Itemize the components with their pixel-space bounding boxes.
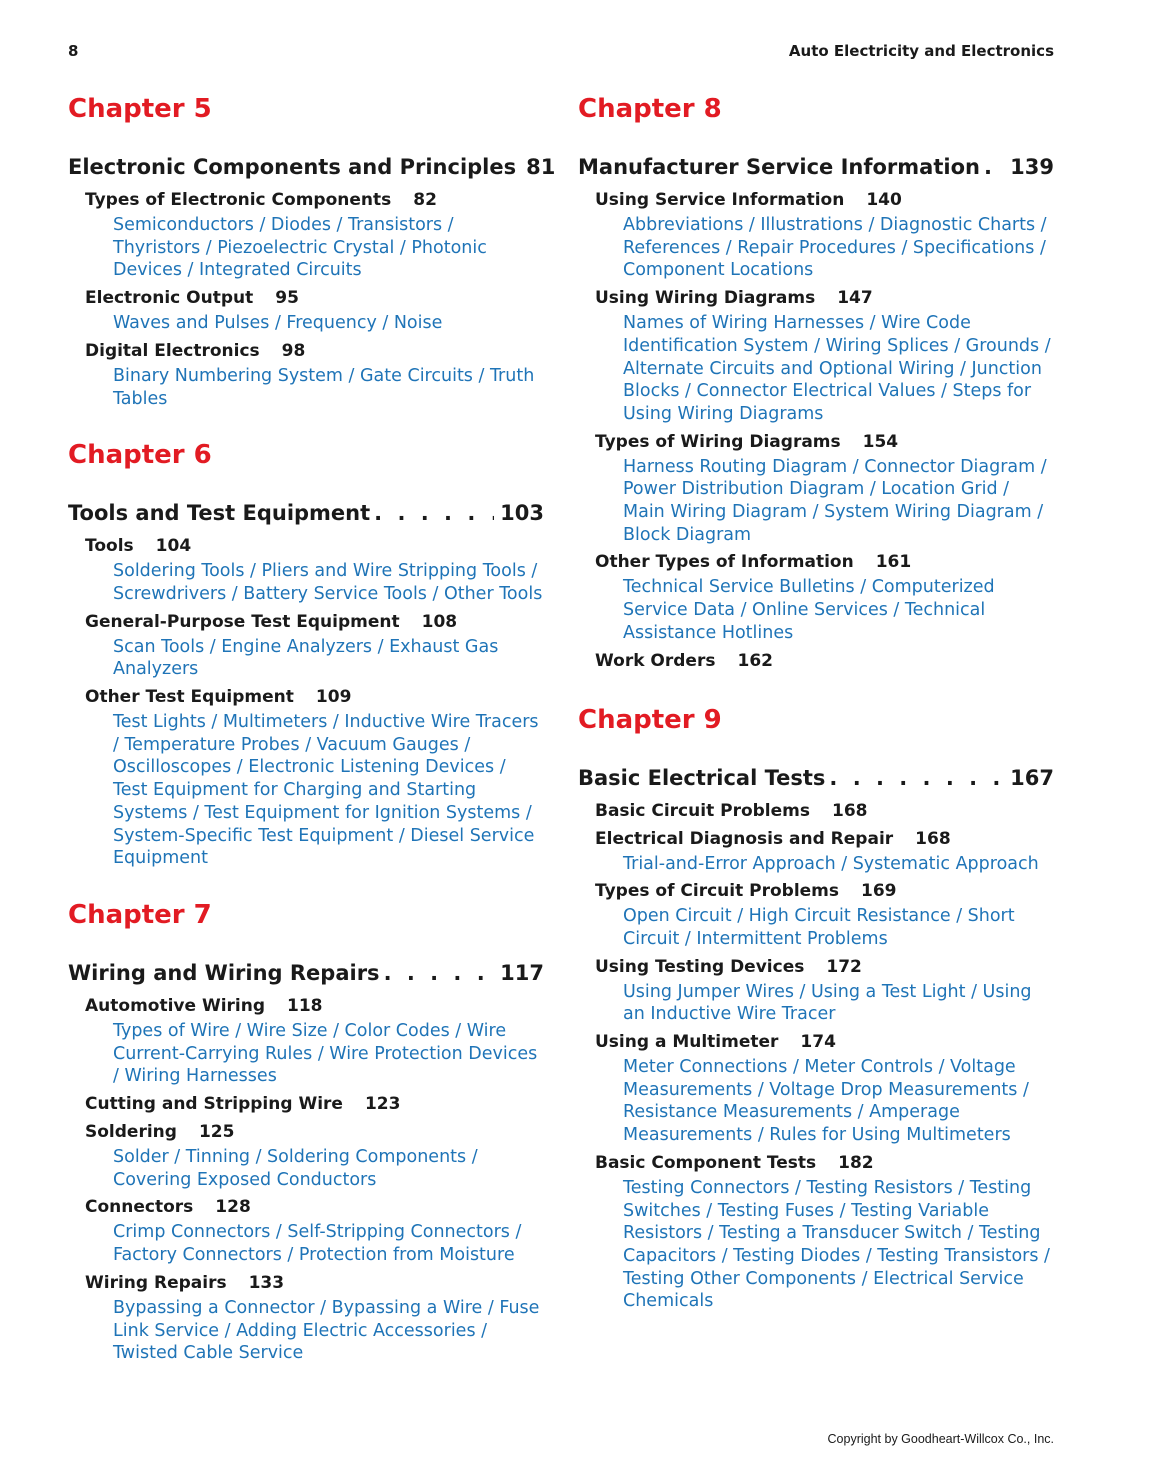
section-title: Using Service Information: [595, 190, 845, 210]
section-topics: Technical Service Bulletins / Computerized Service Data / Online Services / Technical Assistance Hotlines: [623, 577, 995, 643]
section-title: Using Wiring Diagrams: [595, 288, 816, 309]
section-page: 154: [862, 431, 899, 452]
section-entry: [85, 992, 544, 1088]
section-page: 140: [866, 190, 902, 210]
section-title: Other Test Equipment: [85, 687, 294, 708]
section-title: Using a Multimeter: [595, 1032, 779, 1053]
section-heading: [595, 825, 1054, 853]
section-entry: [595, 647, 1054, 675]
section-page: 133: [248, 1272, 285, 1293]
section-page: 118: [287, 995, 323, 1016]
section-page: 147: [837, 288, 873, 309]
section-heading: [595, 1149, 1054, 1177]
chapter-name: Manufacturer Service Information: [578, 155, 980, 179]
section-topics: Harness Routing Diagram / Connector Diagram / Power Distribution Diagram / Location Grid / Main Wiring Diagram / System Wiring Diagram / Block Diagram: [623, 456, 1047, 545]
section-title: Electrical Diagnosis and Repair: [595, 828, 894, 849]
section-entry: [595, 797, 1054, 825]
chapter-block: [578, 92, 1054, 675]
section-heading: [85, 284, 544, 312]
section-topics: Trial-and-Error Approach / Systematic Approach: [623, 853, 1039, 874]
chapter-title-line: [68, 958, 544, 988]
chapter-block: [68, 438, 544, 870]
book-title: Auto Electricity and Electronics: [788, 42, 1054, 60]
section-topics: Semiconductors / Diodes / Transistors / Thyristors / Piezoelectric Crystal / Photonic Devices / Integrated Circuits: [113, 215, 487, 281]
section-page: 182: [838, 1152, 874, 1173]
section-title: Automotive Wiring: [85, 995, 266, 1016]
section-heading: [595, 284, 1054, 312]
chapter-name: Tools and Test Equipment: [68, 501, 371, 526]
section-entry: [85, 186, 544, 282]
section-heading: [85, 1090, 544, 1118]
section-title: Basic Component Tests: [595, 1152, 817, 1173]
toc-column-right: [578, 92, 1054, 1341]
section-heading: [595, 797, 1054, 825]
section-entry: [85, 284, 544, 335]
chapter-heading: Chapter 9: [578, 704, 722, 735]
section-entry: [595, 953, 1054, 1026]
toc-column-left: [68, 92, 556, 1393]
section-page: 161: [875, 552, 912, 573]
page-number: 8: [68, 42, 79, 60]
section-title: Work Orders: [595, 650, 716, 671]
section-title: Tools: [85, 536, 134, 557]
section-heading: [85, 337, 544, 365]
chapter-title-line: [68, 152, 556, 182]
section-page: 128: [215, 1197, 251, 1218]
chapter-name: Wiring and Wiring Repairs: [68, 960, 380, 985]
chapter-heading: Chapter 7: [68, 899, 212, 930]
section-entry: [85, 1090, 544, 1118]
section-page: 125: [198, 1122, 235, 1143]
section-heading: [595, 953, 1054, 981]
dot-leader: [984, 152, 1004, 182]
section-heading: [595, 186, 1054, 214]
chapter-title-line: [68, 498, 544, 528]
section-topics: Scan Tools / Engine Analyzers / Exhaust Gas Analyzers: [113, 636, 499, 680]
section-topics: Bypassing a Connector / Bypassing a Wire / Fuse Link Service / Adding Electric Accessories / Twisted Cable Service: [113, 1297, 540, 1364]
section-entry: [595, 548, 1054, 644]
section-title: Other Types of Information: [595, 552, 854, 573]
section-page: 104: [155, 536, 192, 557]
section-topics: Binary Numbering System / Gate Circuits / Truth Tables: [113, 365, 535, 409]
chapter-name: Electronic Components and Principles: [68, 155, 517, 179]
section-title: Digital Electronics: [85, 340, 260, 361]
section-topics: Using Jumper Wires / Using a Test Light / Using an Inductive Wire Tracer: [623, 981, 1032, 1025]
section-entry: [595, 1149, 1054, 1313]
section-topics: Names of Wiring Harnesses / Wire Code Identification System / Wiring Splices / Grounds / Alternate Circuits and Optional Wiring / Junction Blocks / Connector Electrical Values / Steps for Using Wiring Diagrams: [623, 313, 1051, 424]
section-heading: [85, 608, 544, 636]
chapter-name: Basic Electrical Tests: [578, 765, 826, 790]
section-heading: [595, 548, 1054, 576]
section-page: 174: [800, 1032, 836, 1053]
section-heading: [595, 428, 1054, 456]
chapter-block: [68, 92, 556, 410]
section-topics: Open Circuit / High Circuit Resistance / Short Circuit / Intermittent Problems: [623, 906, 1015, 949]
section-page: 95: [275, 288, 299, 309]
section-title: General-Purpose Test Equipment: [85, 611, 400, 632]
section-entry: [85, 1193, 544, 1266]
section-entry: [595, 186, 1054, 282]
chapter-page: 167: [1010, 765, 1054, 790]
section-page: 162: [737, 650, 773, 671]
section-entry: [595, 877, 1054, 950]
section-page: 169: [861, 881, 897, 902]
section-entry: [85, 532, 544, 605]
section-heading: [85, 1193, 544, 1221]
chapter-title-line: [578, 152, 1054, 182]
section-entry: [595, 284, 1054, 426]
section-title: Types of Circuit Problems: [595, 881, 840, 902]
section-entry: [85, 1269, 544, 1365]
chapter-heading: Chapter 5: [68, 94, 212, 124]
chapter-page: 117: [500, 960, 544, 985]
section-title: Soldering: [85, 1122, 177, 1143]
dot-leader: [384, 958, 495, 988]
section-page: 108: [421, 611, 458, 632]
section-heading: [85, 1118, 544, 1146]
section-page: 172: [826, 956, 862, 977]
section-topics: Meter Connections / Meter Controls / Voltage Measurements / Voltage Drop Measurements / Resistance Measurements / Amperage Measurements / Rules for Using Multimeters: [623, 1057, 1029, 1146]
section-title: Electronic Output: [85, 288, 254, 309]
section-heading: [595, 647, 1054, 675]
section-page: 168: [915, 828, 951, 849]
section-page: 98: [281, 340, 306, 361]
section-topics: Waves and Pulses / Frequency / Noise: [113, 313, 443, 334]
dot-leader: [829, 763, 1004, 793]
section-entry: [85, 1118, 544, 1191]
section-topics: Abbreviations / Illustrations / Diagnostic Charts / References / Repair Procedures / Specifications / Component Locations: [623, 215, 1047, 281]
section-heading: [595, 877, 1054, 905]
section-heading: [85, 186, 544, 214]
chapter-page: 139: [1010, 155, 1054, 179]
section-title: Types of Electronic Components: [85, 190, 392, 210]
section-title: Types of Wiring Diagrams: [595, 431, 841, 452]
section-topics: Crimp Connectors / Self-Stripping Connectors / Factory Connectors / Protection from Moisture: [113, 1222, 522, 1266]
section-title: Cutting and Stripping Wire: [85, 1094, 343, 1115]
section-entry: [85, 608, 544, 681]
chapter-heading: Chapter 8: [578, 94, 722, 124]
dot-leader: [374, 498, 494, 528]
section-title: Using Testing Devices: [595, 956, 805, 977]
section-entry: [85, 337, 544, 410]
section-title: Wiring Repairs: [85, 1272, 227, 1293]
section-heading: [85, 683, 544, 711]
section-heading: [85, 1269, 544, 1297]
section-entry: [595, 1028, 1054, 1147]
chapter-page: 81: [526, 155, 556, 179]
section-heading: [85, 992, 544, 1020]
section-topics: Testing Connectors / Testing Resistors / Testing Switches / Testing Fuses / Testing Variable Resistors / Testing a Transducer Switch / Testing Capacitors / Testing Diodes / Testing Transistors / Testing Other Components / Electrical Service Chemicals: [623, 1177, 1050, 1312]
copyright-notice: Copyright by Goodheart-Willcox Co., Inc.: [827, 1432, 1054, 1446]
chapter-heading: Chapter 6: [68, 440, 212, 471]
section-heading: [85, 532, 544, 560]
section-page: 168: [832, 800, 868, 821]
chapter-block: [68, 898, 544, 1365]
section-topics: Solder / Tinning / Soldering Components / Covering Exposed Conductors: [113, 1147, 478, 1190]
chapter-block: [578, 703, 1054, 1314]
section-topics: Soldering Tools / Pliers and Wire Stripping Tools / Screwdrivers / Battery Service Tools / Other Tools: [113, 561, 543, 604]
section-title: Basic Circuit Problems: [595, 800, 810, 821]
section-page: 123: [364, 1094, 401, 1115]
section-page: 82: [413, 190, 437, 210]
section-topics: Test Lights / Multimeters / Inductive Wire Tracers / Temperature Probes / Vacuum Gauges / Oscilloscopes / Electronic Listening Devices / Test Equipment for Charging and Starting Systems / Test Equipment for Ignition Systems / System-Specific Test Equipment / Diesel Service Equipment: [113, 712, 539, 869]
section-entry: [595, 428, 1054, 547]
section-title: Connectors: [85, 1197, 194, 1218]
chapter-page: 103: [500, 501, 544, 526]
section-entry: [85, 683, 544, 870]
section-entry: [595, 825, 1054, 876]
chapter-title-line: [578, 763, 1054, 793]
section-heading: [595, 1028, 1054, 1056]
section-page: 109: [315, 687, 352, 708]
section-topics: Types of Wire / Wire Size / Color Codes / Wire Current-Carrying Rules / Wire Protection Devices / Wiring Harnesses: [113, 1020, 538, 1087]
